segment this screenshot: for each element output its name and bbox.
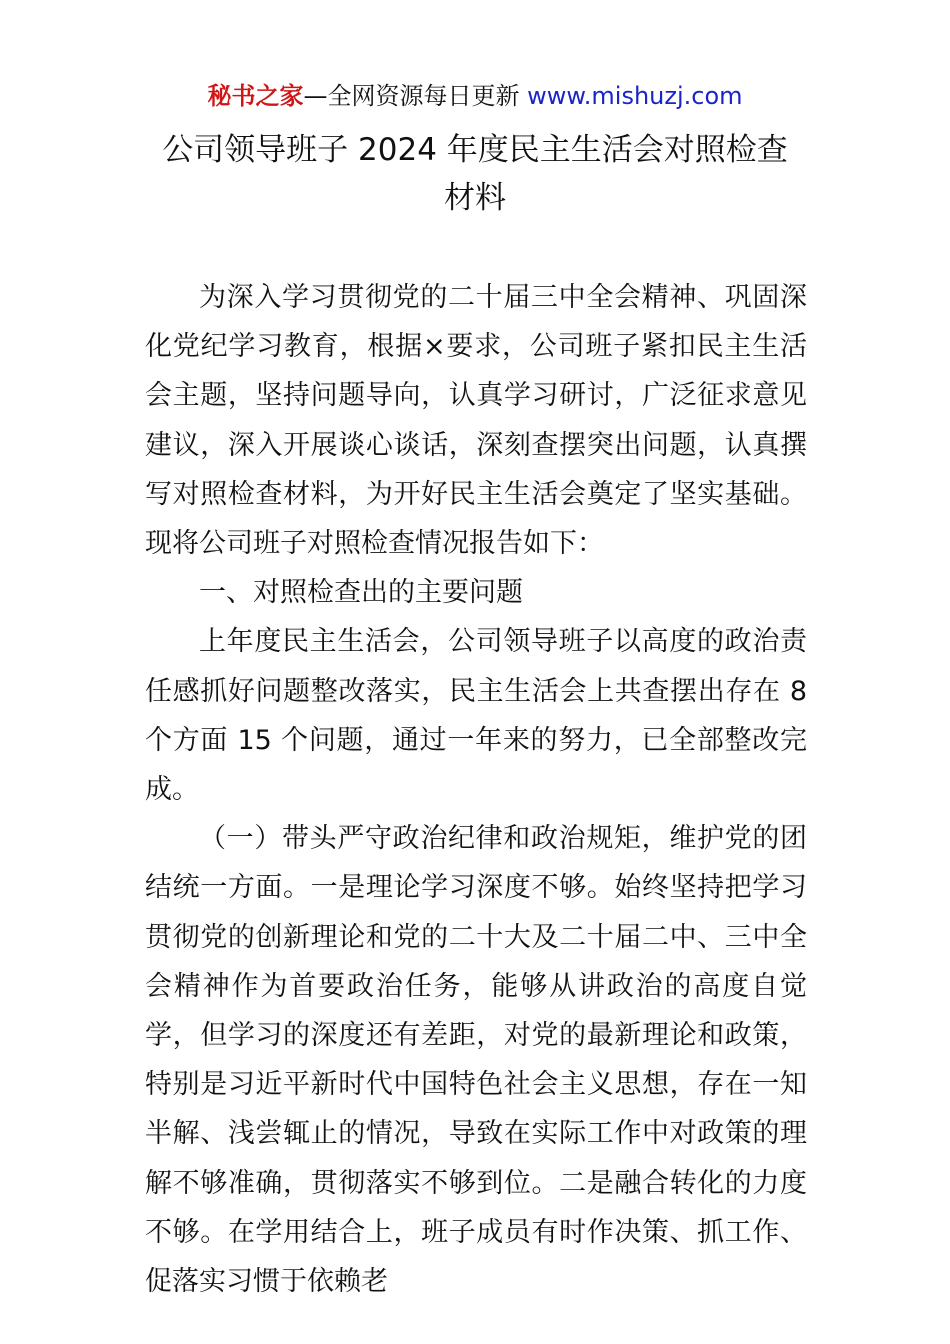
subsection-paragraph: （一）带头严守政治纪律和政治规矩，维护党的团结统一方面。一是理论学习深度不够。始终坚持把学习贯彻党的创新理论和党的二十大及二十届二中、三中全会精神作为首要政治任务，能够从讲政治的高度自觉学，但学习的深度还有差距，对党的最新理论和政策，特别是习近平新时代中国特色社会主义思想，存在一知半解、浅尝辄止的情况，导致在实际工作中对政策的理解不够准确，贯彻落实不够到位。二是融合转化的力度不够。在学用结合上，班子成员有时作决策、抓工作、促落实习惯于依赖老 bbox=[145, 823, 807, 1298]
site-tagline: —全网资源每日更新 bbox=[303, 82, 528, 110]
document-title-line-2: 材料 bbox=[444, 180, 506, 216]
intro-paragraph: 为深入学习贯彻党的二十届三中全会精神、巩固深化党纪学习教育，根据×要求，公司班子紧扣民主生活会主题，坚持问题导向，认真学习研讨，广泛征求意见建议，深入开展谈心谈话，深刻查摆突出问题，认真撰写对照检查材料，为开好民主生活会奠定了坚实基础。现将公司班子对照检查情况报告如下： bbox=[145, 282, 807, 560]
site-header bbox=[0, 80, 950, 112]
document-title-line-1: 公司领导班子 2024 年度民主生活会对照检查 bbox=[162, 132, 788, 168]
document-title bbox=[0, 126, 950, 222]
section-heading: 一、对照检查出的主要问题 bbox=[199, 577, 523, 609]
site-url-link[interactable]: www.mishuzj.com bbox=[527, 82, 743, 110]
site-brand: 秘书之家 bbox=[207, 82, 304, 110]
summary-paragraph: 上年度民主生活会，公司领导班子以高度的政治责任感抓好问题整改落实，民主生活会上共查摆出存在 8 个方面 15 个问题，通过一年来的努力，已全部整改完成。 bbox=[145, 626, 807, 806]
document-body bbox=[145, 273, 807, 1306]
